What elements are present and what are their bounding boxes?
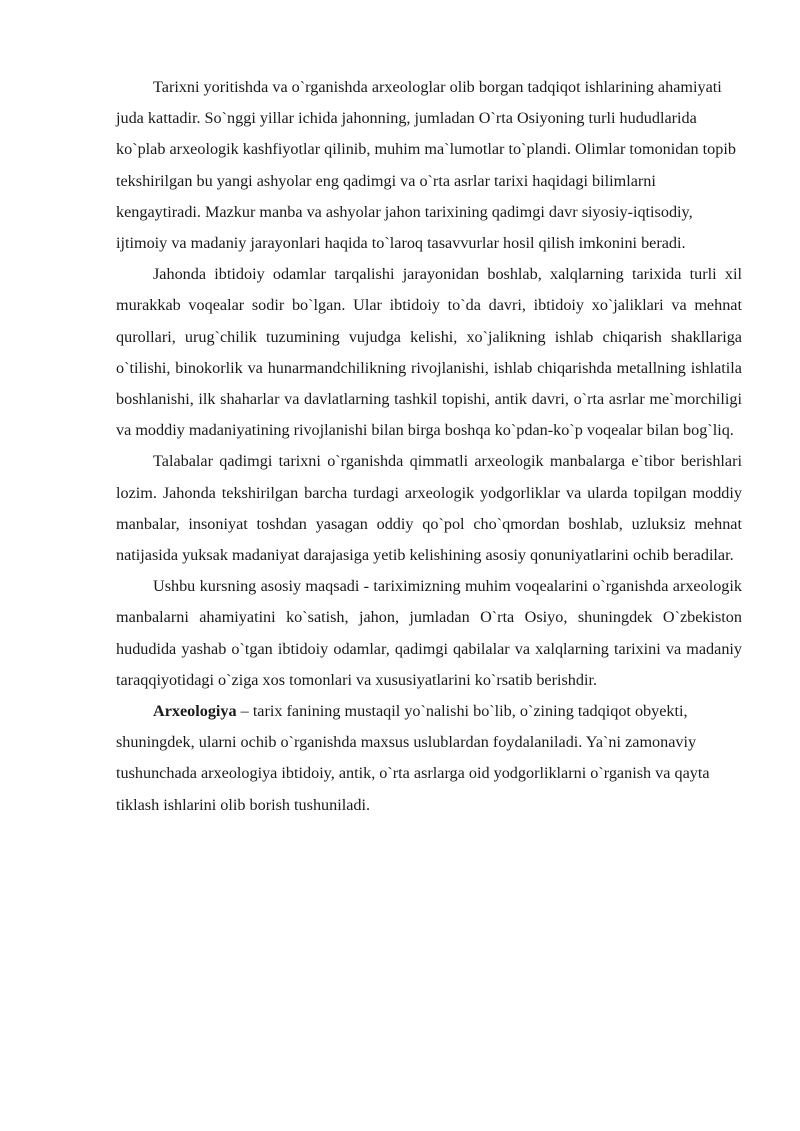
paragraph-historical-events: Jahonda ibtidoiy odamlar tarqalishi jarayonidan boshlab, xalqlarning tarixida turli xil murakkab voqealar sodir bo`lgan. Ular ibtidoiy to`da davri, ibtidoiy xo`jaliklari va mehnat qurollari, urug`chilik tuzumining vujudga kelishi, xo`jalikning ishlab chiqarish shakllariga o`tilishi, binokorlik va hunarmandchilikning rivojlanishi, ishlab chiqarishda metallning ishlatila boshlanishi, ilk shaharlar va davlatlarning tashkil topishi, antik davri, o`rta asrlar me`morchiligi va moddiy madaniyatining rivojlanishi bilan birga boshqa ko`pdan-ko`p voqealar bilan bog`liq. [116, 265, 742, 440]
definition-term: Arxeologiya [153, 702, 237, 721]
paragraph-course-goal: Ushbu kursning asosiy maqsadi - tariximizning muhim voqealarini o`rganishda arxeologik manbalarni ahamiyatini ko`satish, jahon, jumladan O`rta Osiyo, shuningdek O`zbekiston hududida yashab o`tgan ibtidoiy odamlar, qadimgi qabilalar va xalqlarning tarixini va madaniy taraqqiyotidagi o`ziga xos tomonlari va xususiyatlarini ko`rsatib berishdir. [116, 577, 742, 689]
paragraph-archaeology-definition [116, 696, 742, 821]
paragraph-student-sources: Talabalar qadimgi tarixni o`rganishda qimmatli arxeologik manbalarga e`tibor berishlari lozim. Jahonda tekshirilgan barcha turdagi arxeologik yodgorliklar va ularda topilgan moddiy manbalar, insoniyat toshdan yasagan oddiy qo`pol cho`qmordan boshlab, uzluksiz mehnat natijasida yuksak madaniyat darajasiga yetib kelishining asosiy qonuniyatlarini ochib beradilar. [116, 452, 742, 565]
paragraph-research-importance: Tarixni yoritishda va o`rganishda arxeologlar olib borgan tadqiqot ishlarining ahamiyati juda kattadir. So`nggi yillar ichida jahonning, jumladan O`rta Osiyoning turli hududlarida ko`plab arxeologik kashfiyotlar qilinib, muhim ma`lumotlar to`plandi. Olimlar tomonidan topib tekshirilgan bu yangi ashyolar eng qadimgi va o`rta asrlar tarixi haqidagi bilimlarni kengaytiradi. Mazkur manba va ashyolar jahon tarixining qadimgi davr siyosiy-iqtisodiy, ijtimoiy va madaniy jarayonlari haqida to`laroq tasavvurlar hosil qilish imkonini beradi. [116, 78, 736, 253]
document-body [116, 72, 742, 821]
definition-text: – tarix fanining mustaqil yo`nalishi bo`lib, o`zining tadqiqot obyekti, shuningdek, ularni ochib o`rganishda maxsus uslublardan foydalaniladi. Ya`ni zamonaviy tushunchada arxeologiya ibtidoiy, antik, o`rta asrlarga oid yodgorliklarni o`rganish va qayta tiklash ishlarini olib borish tushuniladi. [116, 702, 710, 814]
